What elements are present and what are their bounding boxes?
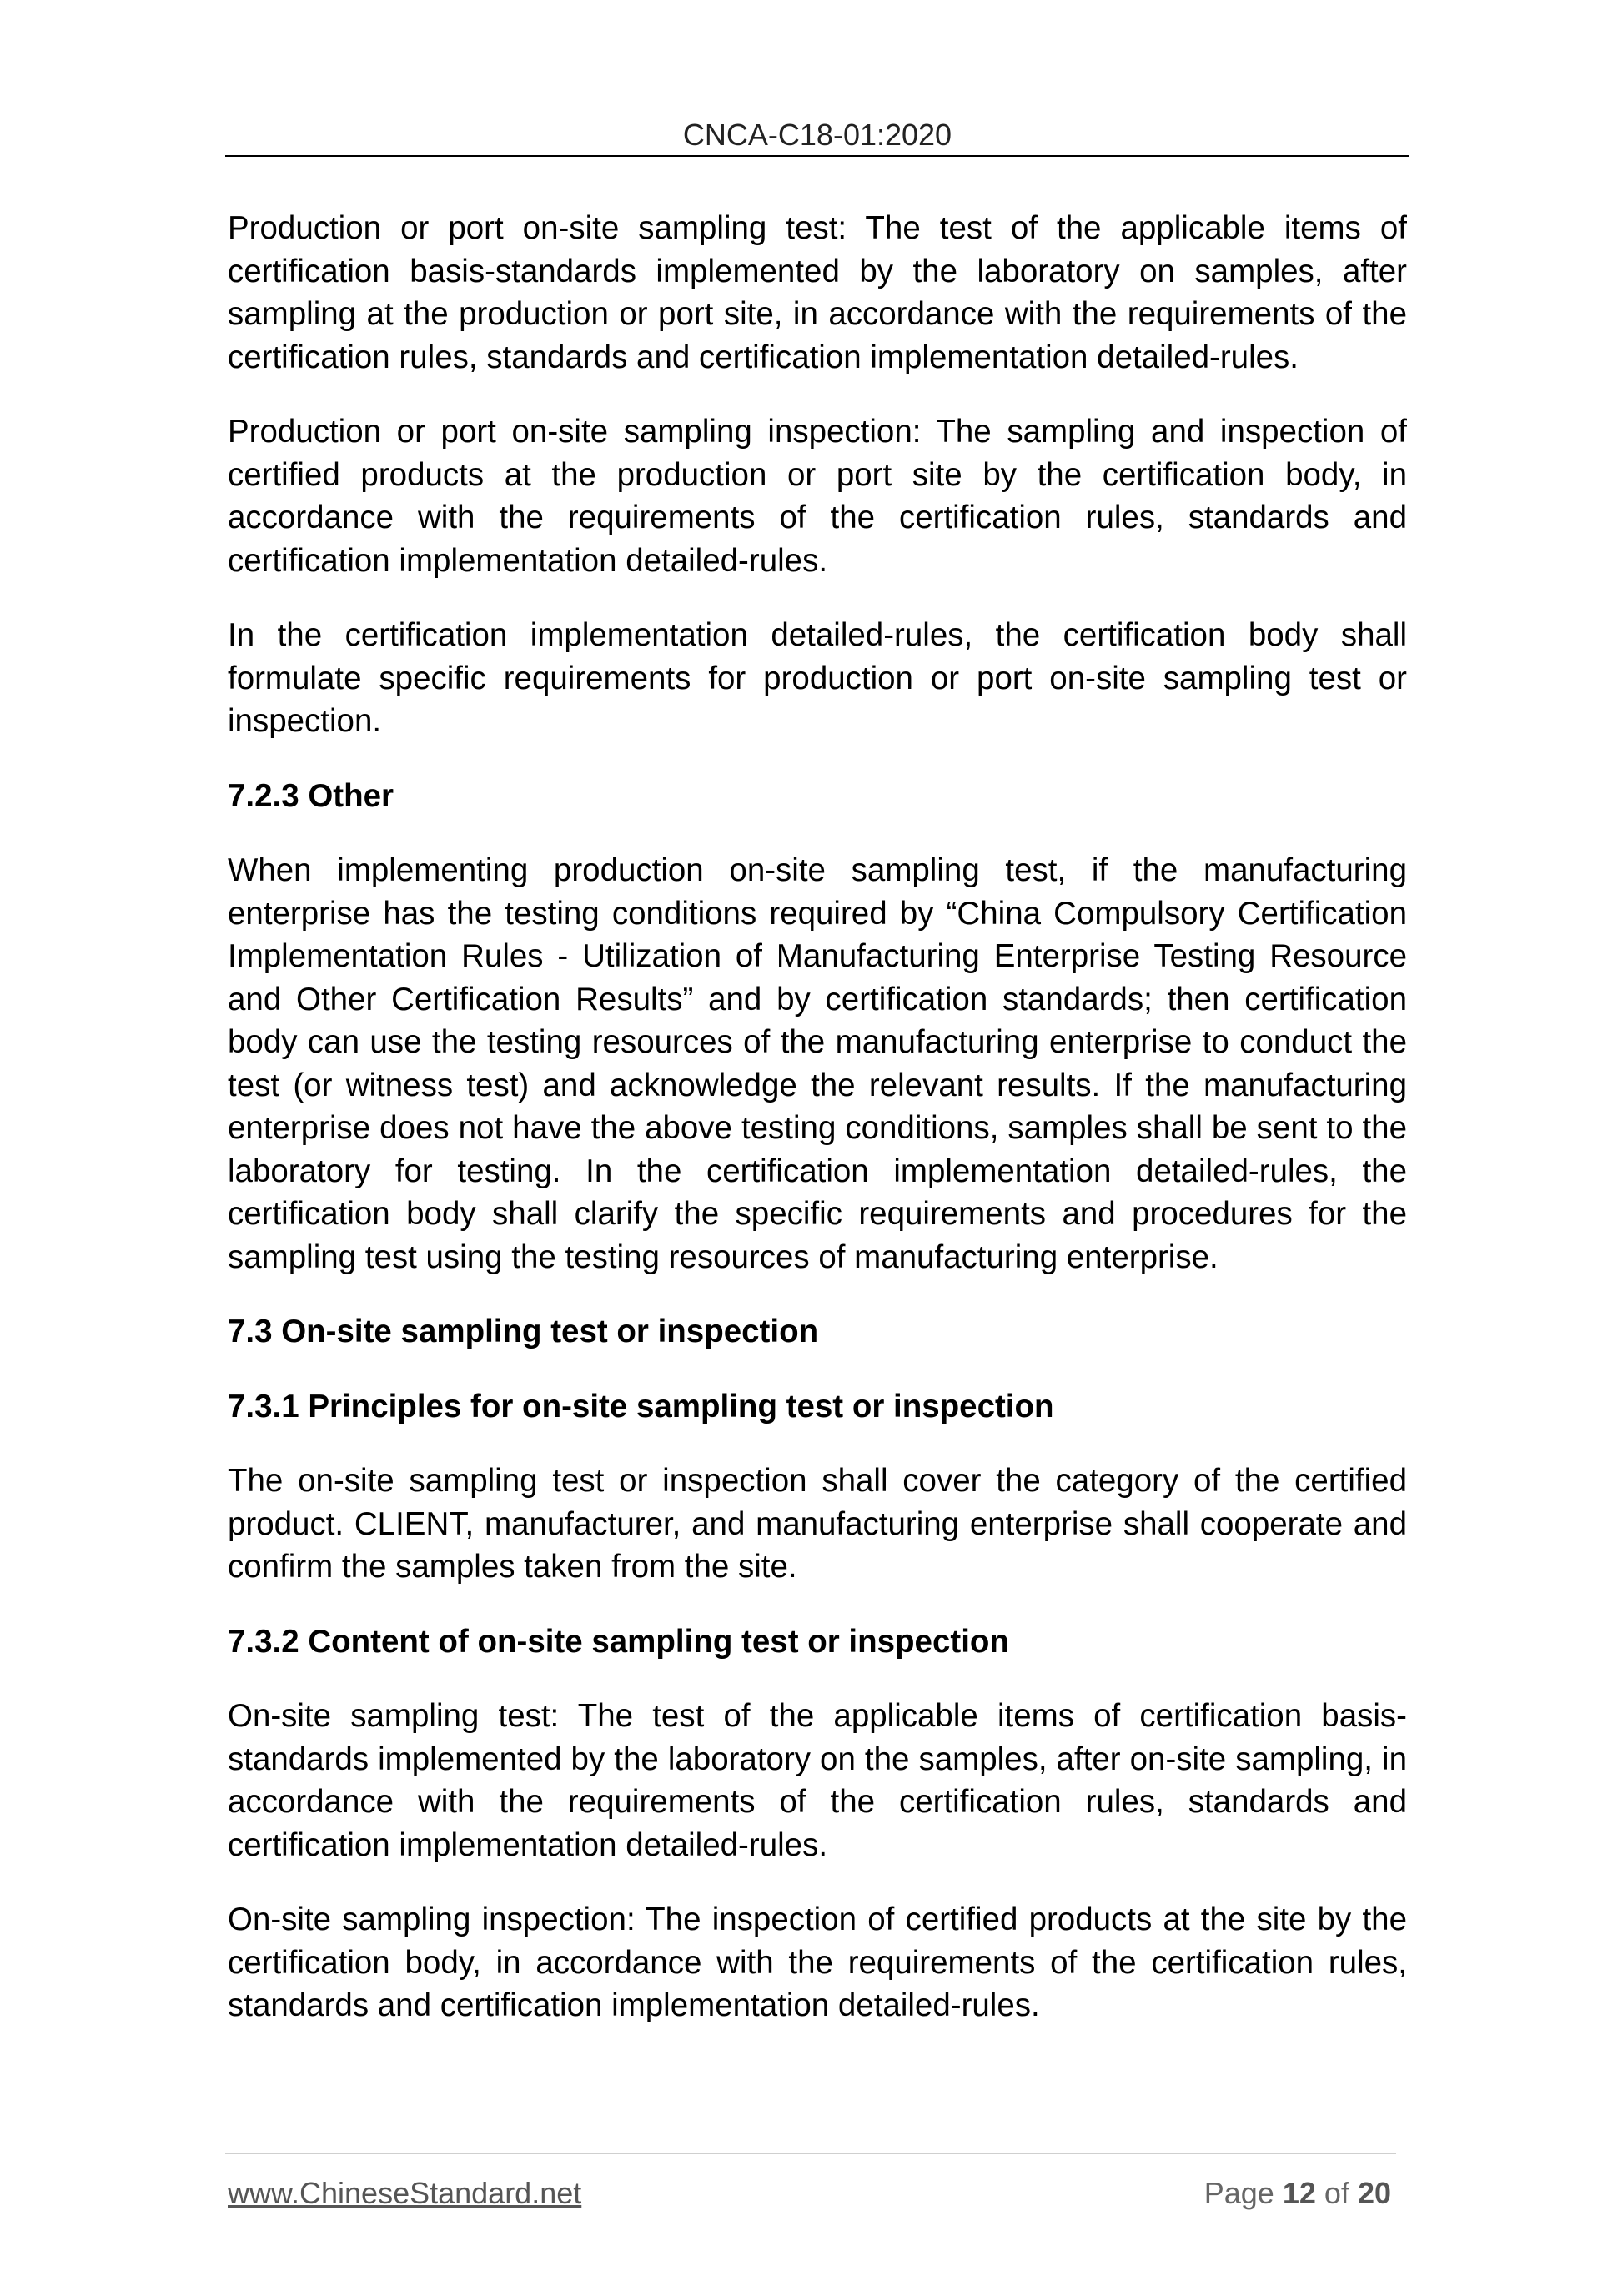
page-body <box>228 207 1407 2059</box>
current-page-number: 12 <box>1282 2176 1316 2210</box>
paragraph-principles: The on-site sampling test or inspection shall cover the category of the certified product. CLIENT, manufacturer, and manufacturing enterprise shall cooperate and confirm the samples taken from the site. <box>228 1463 1407 1585</box>
heading-7-3-1: 7.3.1 Principles for on-site sampling test or inspection <box>228 1388 1054 1424</box>
of-word: of <box>1324 2176 1349 2210</box>
total-pages-number: 20 <box>1357 2176 1391 2210</box>
website-link[interactable]: www.ChineseStandard.net <box>228 2176 582 2210</box>
heading-7-3-2: 7.3.2 Content of on-site sampling test or inspection <box>228 1623 1009 1660</box>
paragraph-on-site-sampling-test: On-site sampling test: The test of the applicable items of certification basis-standards implemented by the laboratory on the samples, after on-site sampling, in accordance with the requirements of the certification rules, standards and certification implementation detailed-rules. <box>228 1698 1407 1863</box>
document-code: CNCA-C18-01:2020 <box>682 118 952 152</box>
paragraph-production-sampling-test: Production or port on-site sampling test: The test of the applicable items of certification basis-standards implemented by the laboratory on samples, after sampling at the production or port site, in accordance with the requirements of the certification rules, standards and certification implementation detailed-rules. <box>228 210 1407 375</box>
paragraph-on-site-sampling-inspection: On-site sampling inspection: The inspection of certified products at the site by the certification body, in accordance with the requirements of the certification rules, standards and certification implementation detailed-rules. <box>228 1902 1407 2023</box>
heading-7-3: 7.3 On-site sampling test or inspection <box>228 1314 819 1349</box>
paragraph-production-sampling-inspection: Production or port on-site sampling inspection: The sampling and inspection of certified products at the production or port site by the certification body, in accordance with the requirements of the certification rules, standards and certification implementation detailed-rules. <box>228 414 1407 579</box>
page-word: Page <box>1203 2176 1274 2210</box>
heading-7-2-3: 7.2.3 Other <box>228 777 394 814</box>
paragraph-other-testing-resources: When implementing production on-site sampling test, if the manufacturing enterprise has the testing conditions required by “China Compulsory Certification Implementation Rules - Utilization of Manufacturing Enterprise Testing Resource and Other Certification Results” and by certification standards; then certification body can use the testing resources of the manufacturing enterprise to conduct the test (or witness test) and acknowledge the relevant results. If the manufacturing enterprise does not have the above testing conditions, samples shall be sent to the laboratory for testing. In the certification implementation detailed-rules, the certification body shall clarify the specific requirements and procedures for the sampling test using the testing resources of manufacturing enterprise. <box>228 852 1407 1275</box>
footer-divider <box>225 2153 1396 2154</box>
page-header <box>225 117 1409 157</box>
paragraph-detailed-rules-requirements: In the certification implementation detailed-rules, the certification body shall formulate specific requirements for production or port on-site sampling test or inspection. <box>228 617 1407 739</box>
page-number <box>1204 2175 1391 2212</box>
